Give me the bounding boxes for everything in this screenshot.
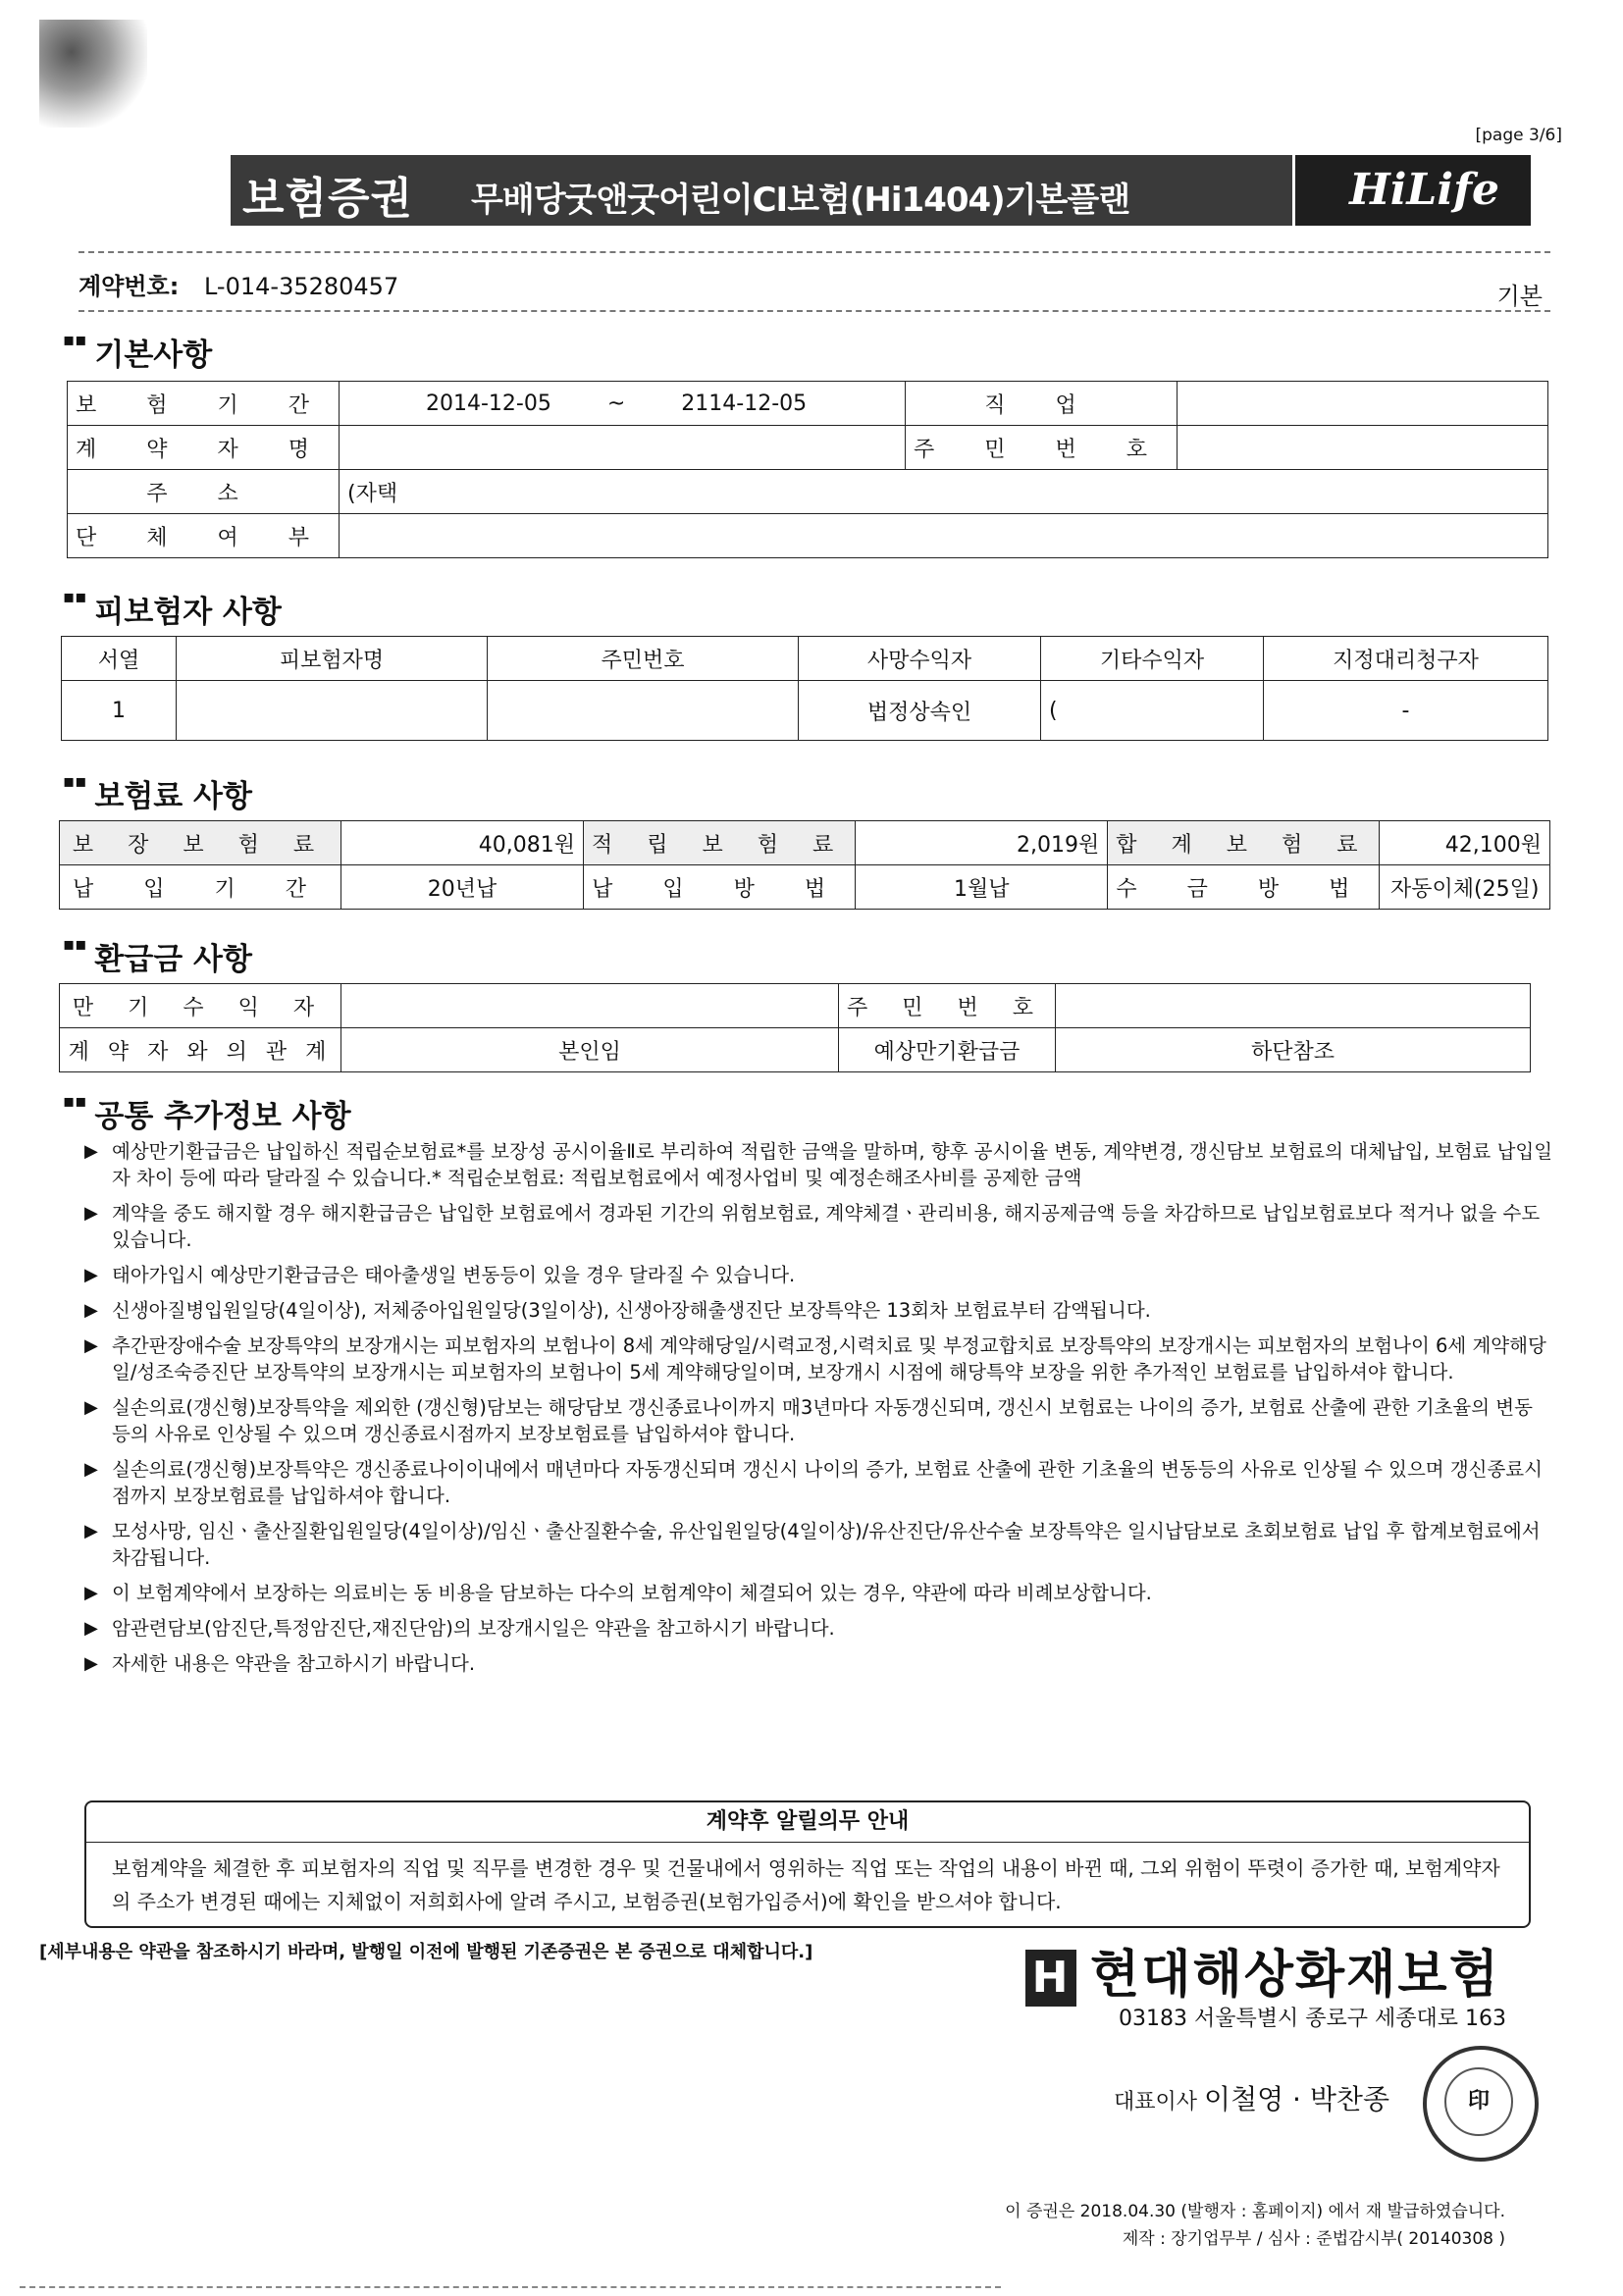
issue-statement: 이 증권은 2018.04.30 (발행자 : 홈페이지) 에서 재 발급하였습니다. <box>1005 2202 1505 2221</box>
section-basic-title: ▪▪ 기본사항 <box>63 330 213 373</box>
common-notes <box>84 1138 1556 1686</box>
section-bullet-icon: ▪▪ <box>63 587 87 607</box>
insured-header: 사망수익자 <box>799 637 1041 681</box>
premium-table <box>59 820 1550 910</box>
expected-refund-label: 예상만기환급금 <box>839 1028 1056 1072</box>
issue-info <box>1005 2198 1505 2253</box>
triangle-bullet-icon: ▶ <box>84 1203 98 1224</box>
refund-rrn-label: 주 민 번 호 <box>839 984 1056 1028</box>
note-item: ▶ 추간판장애수술 보장특약의 보장개시는 피보험자의 보험나이 8세 계약해당일/시력교정,시력치료 및 부정교합치료 보장특약의 보장개시는 피보험자의 보험나이 6세 계약해당일/성조숙증진단 보장특약의 보장개시는 피보험자의 보험나이 5세 계약해당일이며, 보장개시 시점에 해당특약 보장을 위한 추가적인 보험료를 납입하셔야 합니다. <box>84 1334 1546 1383</box>
note-item: ▶ 이 보험계약에서 보장하는 의료비는 동 비용을 담보하는 다수의 보험계약이 체결되어 있는 경우, 약관에 따라 비례보상합니다. <box>84 1582 1152 1604</box>
triangle-bullet-icon: ▶ <box>84 1459 98 1480</box>
page-number: [page 3/6] <box>1475 126 1562 145</box>
section-bullet-icon: ▪▪ <box>63 330 87 350</box>
insured-cell <box>488 681 799 741</box>
post-contract-notice <box>84 1800 1531 1928</box>
note-item: ▶ 태아가입시 예상만기환급금은 태아출생일 변동등이 있을 경우 달라질 수 있습니다. <box>84 1264 796 1286</box>
ceo-label: 대표이사 <box>1114 2090 1198 2114</box>
contractor-label: 계 약 자 명 <box>68 426 340 470</box>
rrn-label: 주 민 번 호 <box>906 426 1178 470</box>
brand-box <box>1292 155 1531 226</box>
insured-cell <box>177 681 488 741</box>
insured-cell: 법정상속인 <box>799 681 1041 741</box>
section-bullet-icon: ▪▪ <box>63 1091 87 1112</box>
contract-number: L-014-35280457 <box>203 273 399 300</box>
section-bullet-icon: ▪▪ <box>63 934 87 955</box>
triangle-bullet-icon: ▶ <box>84 1397 98 1418</box>
company-address: 03183 서울특별시 종로구 세종대로 163 <box>1119 2007 1506 2031</box>
triangle-bullet-icon: ▶ <box>84 1141 98 1162</box>
section-bullet-icon: ▪▪ <box>63 771 87 792</box>
coverage-premium-value: 40,081원 <box>341 821 584 865</box>
ceo-line <box>1114 2078 1389 2117</box>
coverage-premium-label: 보 장 보 험 료 <box>60 821 341 865</box>
divider-bottom <box>79 310 1550 312</box>
triangle-bullet-icon: ▶ <box>84 1300 98 1321</box>
relation-value: 본인임 <box>341 1028 839 1072</box>
pay-period-value: 20년납 <box>341 865 584 910</box>
company-logo-icon: H <box>1025 1950 1076 2007</box>
maturity-beneficiary-value <box>341 984 839 1028</box>
basic-info-table <box>67 381 1548 558</box>
triangle-bullet-icon: ▶ <box>84 1618 98 1639</box>
section-premium-title: ▪▪ 보험료 사항 <box>63 771 252 814</box>
savings-premium-value: 2,019원 <box>856 821 1108 865</box>
insured-header: 피보험자명 <box>177 637 488 681</box>
collect-method-value: 자동이체(25일) <box>1380 865 1550 910</box>
group-value <box>340 514 1548 558</box>
insured-header: 기타수익자 <box>1041 637 1264 681</box>
rrn-value <box>1178 426 1548 470</box>
note-item: ▶ 자세한 내용은 약관을 참고하시기 바랍니다. <box>84 1652 476 1675</box>
note-item: ▶ 실손의료(갱신형)보장특약을 제외한 (갱신형)담보는 해당담보 갱신종료나이까지 매3년마다 자동갱신되며, 갱신시 보험료는 나이의 증가, 보험료 산출에 관한 기초율의 변동 등의 사유로 인상될 수 있으며 갱신종료시점까지 보장보험료를 납입하셔야 합니다. <box>84 1396 1533 1445</box>
pay-period-label: 납 입 기 간 <box>60 865 341 910</box>
contractor-value <box>340 426 906 470</box>
address-value: (자택 <box>340 470 1548 514</box>
pay-method-value: 1월납 <box>856 865 1108 910</box>
total-premium-value: 42,100원 <box>1380 821 1550 865</box>
note-item: ▶ 계약을 중도 해지할 경우 해지환급금은 납입한 보험료에서 경과된 기간의 위험보험료, 계약체결ㆍ관리비용, 해지공제금액 등을 차감하므로 납입보험료보다 적거나 없을 수도 있습니다. <box>84 1202 1541 1251</box>
job-label: 직 업 <box>906 382 1178 426</box>
maturity-beneficiary-label: 만 기 수 익 자 <box>60 984 341 1028</box>
contract-number-label: 계약번호: <box>79 273 180 300</box>
section-refund-title: ▪▪ 환급금 사항 <box>63 934 252 977</box>
notice-body: 보험계약을 체결한 후 피보험자의 직업 및 직무를 변경한 경우 및 건물내에서 영위하는 직업 또는 작업의 내용이 바뀐 때, 그외 위험이 뚜렷이 증가한 때, 보험계약자의 주소가 변경된 때에는 지체없이 저희회사에 알려 주시고, 보험증권(보험가입증서)에 확인을 받으셔야 합니다. <box>112 1856 1500 1913</box>
seal-inner-icon: 印 <box>1444 2067 1513 2136</box>
note-item: ▶ 실손의료(갱신형)보장특약은 갱신종료나이이내에서 매년마다 자동갱신되며 갱신시 나이의 증가, 보험료 산출에 관한 기초율의 변동등의 사유로 인상될 수 있으며 갱신종료시점까지 보장보험료를 납입하셔야 합니다. <box>84 1458 1544 1507</box>
footer-note: [세부내용은 약관을 참조하시기 바라며, 발행일 이전에 발행된 기존증권은 본 증권으로 대체합니다.] <box>39 1942 813 1962</box>
section-insured-title: ▪▪ 피보험자 사항 <box>63 587 282 630</box>
company-name: 현대해상화재보험 <box>1090 1946 1500 2005</box>
insured-table <box>61 636 1548 741</box>
expected-refund-value: 하단참조 <box>1056 1028 1531 1072</box>
insured-header: 지정대리청구자 <box>1264 637 1548 681</box>
insured-cell: ( <box>1041 681 1264 741</box>
note-item: ▶ 신생아질병입원일당(4일이상), 저체중아입원일당(3일이상), 신생아장해출생진단 보장특약은 13회차 보험료부터 감액됩니다. <box>84 1299 1151 1322</box>
section-common-title: ▪▪ 공통 추가정보 사항 <box>63 1091 351 1134</box>
note-item: ▶ 예상만기환급금은 납입하신 적립순보험료*를 보장성 공시이율Ⅱ로 부리하여 적립한 금액을 말하며, 향후 공시이율 변동, 계약변경, 갱신담보 보험료의 대체납입, 보험료 납입일자 차이 등에 따라 달라질 수 있습니다.* 적립순보험료: 적립보험료에서 예정사업비 및 예정손해조사비를 공제한 금액 <box>84 1140 1553 1189</box>
relation-label: 계 약 자 와 의 관 계 <box>60 1028 341 1072</box>
divider-top <box>79 251 1550 253</box>
notice-title: 계약후 알릴의무 안내 <box>86 1802 1529 1843</box>
plan-type: 기본 <box>1496 283 1543 310</box>
total-premium-label: 합 계 보 험 료 <box>1108 821 1380 865</box>
pay-method-label: 납 입 방 법 <box>584 865 856 910</box>
triangle-bullet-icon: ▶ <box>84 1583 98 1603</box>
bottom-dashed-line <box>20 2286 1001 2288</box>
triangle-bullet-icon: ▶ <box>84 1521 98 1541</box>
company-seal-icon <box>1423 2046 1539 2162</box>
insured-header: 서열 <box>62 637 177 681</box>
note-item: ▶ 암관련담보(암진단,특정암진단,재진단암)의 보장개시일은 약관을 참고하시기 바랍니다. <box>84 1617 835 1640</box>
triangle-bullet-icon: ▶ <box>84 1653 98 1674</box>
ceo-names: 이철영 · 박찬종 <box>1204 2083 1390 2115</box>
contract-number-row <box>79 267 398 301</box>
insured-header: 주민번호 <box>488 637 799 681</box>
company-name-block <box>1025 1933 1500 2007</box>
insured-cell: 1 <box>62 681 177 741</box>
title-banner <box>231 155 1531 226</box>
job-value <box>1178 382 1548 426</box>
period-label: 보 험 기 간 <box>68 382 340 426</box>
collect-method-label: 수 금 방 법 <box>1108 865 1380 910</box>
insured-cell: - <box>1264 681 1548 741</box>
period-value: 2014-12-05 ~ 2114-12-05 <box>340 382 906 426</box>
production-info: 제작 : 장기업무부 / 심사 : 준법감시부( 20140308 ) <box>1122 2229 1505 2249</box>
document-title: 보험증권 <box>242 174 414 224</box>
hilife-logo: HiLife <box>1349 165 1499 215</box>
address-label: 주 소 <box>68 470 340 514</box>
savings-premium-label: 적 립 보 험 료 <box>584 821 856 865</box>
refund-table <box>59 983 1531 1072</box>
triangle-bullet-icon: ▶ <box>84 1265 98 1285</box>
refund-rrn-value <box>1056 984 1531 1028</box>
triangle-bullet-icon: ▶ <box>84 1335 98 1356</box>
product-name: 무배당굿앤굿어린이CI보험(Hi1404)기본플랜 <box>471 181 1130 220</box>
group-label: 단 체 여 부 <box>68 514 340 558</box>
scan-corner-mark <box>39 20 147 128</box>
note-item: ▶ 모성사망, 임신ㆍ출산질환입원일당(4일이상)/임신ㆍ출산질환수술, 유산입원일당(4일이상)/유산진단/유산수술 보장특약은 일시납담보로 초회보험료 납입 후 합계보험료에서 차감됩니다. <box>84 1520 1541 1569</box>
